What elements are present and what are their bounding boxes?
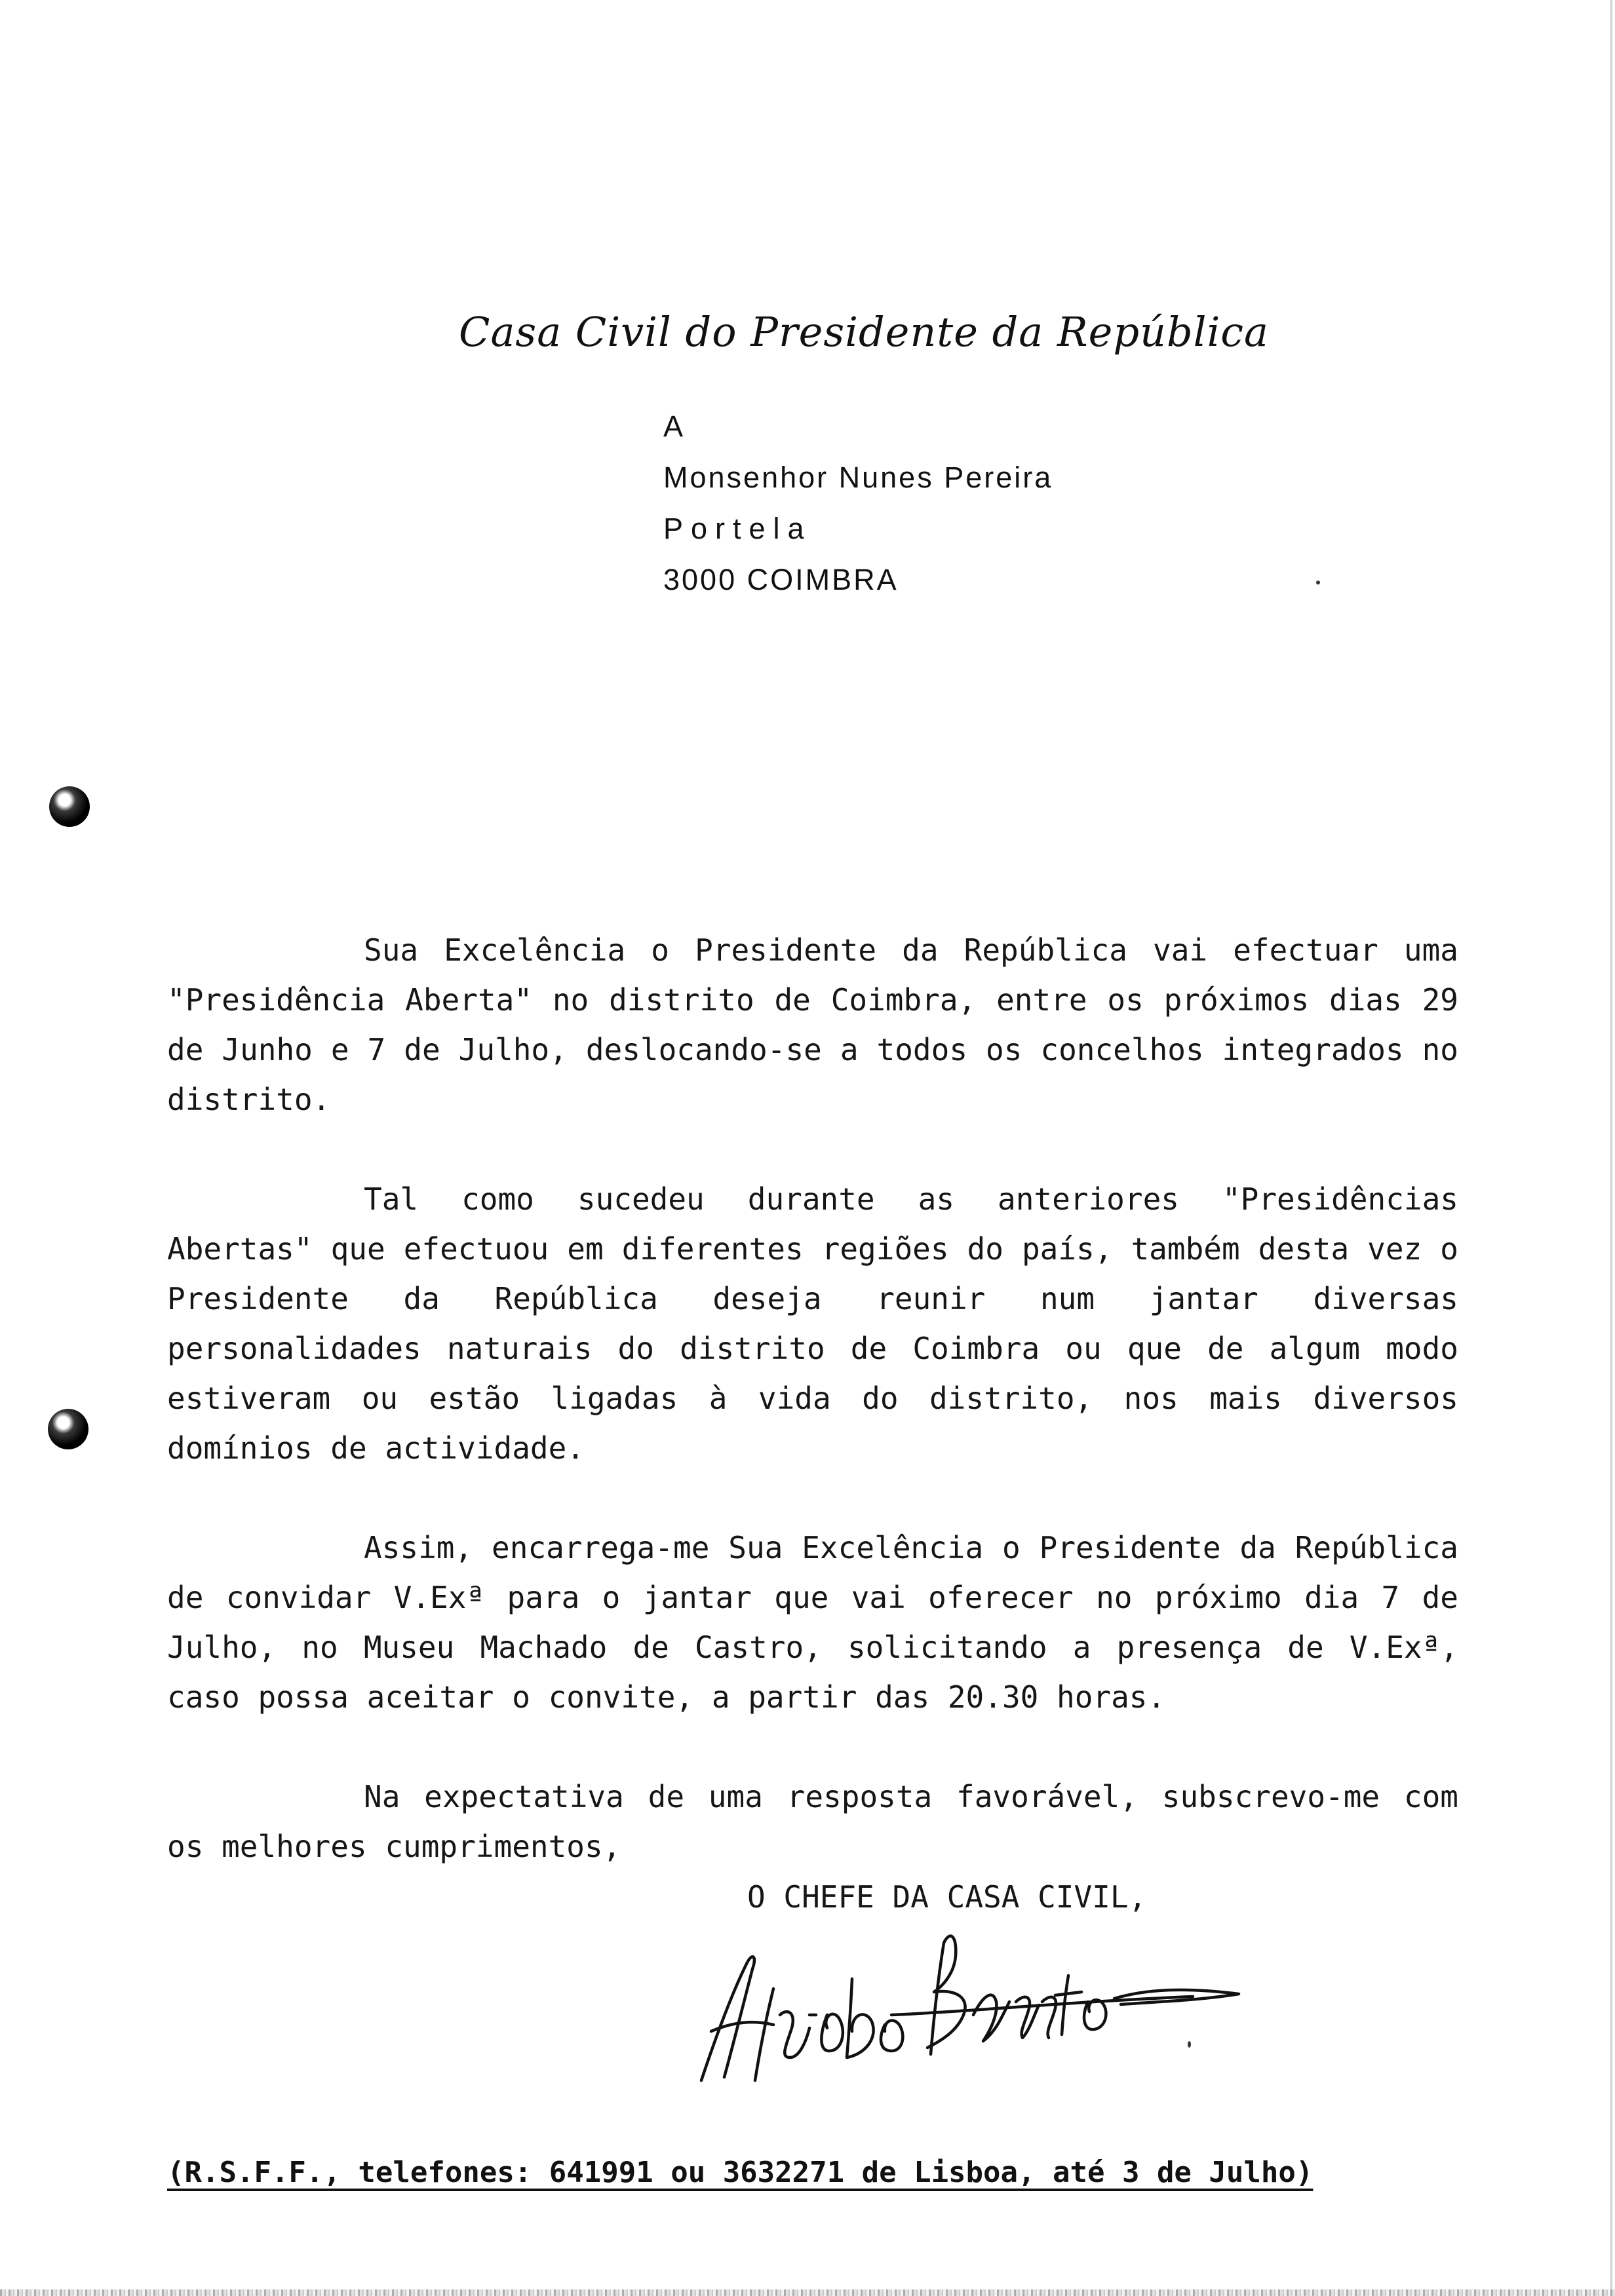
recipient-street: Portela	[663, 512, 812, 545]
punch-hole-top	[49, 786, 90, 827]
body-paragraph: Na expectativa de uma resposta favorável, subscrevo-me com os melhores cumprimentos,	[167, 1779, 1458, 1864]
body-paragraph: Assim, encarrega-me Sua Excelência o Presidente da República de convidar V.Exª para o jantar que vai oferecer no próximo dia 7 de Julho, no Museu Machado de Castro, solicitando a presença de V.Exª, caso possa aceitar o convite, a partir das 20.30 horas.	[167, 1530, 1458, 1715]
body-paragraph: Tal como sucedeu durante as anteriores "Presidências Abertas" que efectuou em diferentes regiões do país, também desta vez o Presidente da República deseja reunir num jantar diversas personalidades naturais do distrito de Coimbra ou que de algum modo estiveram ou estão ligadas à vida do distrito, nos mais diversos domínios de actividade.	[167, 1181, 1458, 1466]
recipient-address	[663, 401, 1053, 605]
closing-title: O CHEFE DA CASA CIVIL,	[747, 1879, 1147, 1915]
recipient-city: 3000 COIMBRA	[663, 563, 899, 596]
page-bottom-edge	[0, 2289, 1615, 2296]
punch-hole-bottom	[48, 1409, 88, 1449]
recipient-name: Monsenhor Nunes Pereira	[663, 461, 1053, 494]
letter-body	[167, 925, 1458, 1921]
recipient-prefix: A	[663, 410, 686, 443]
handwritten-signature	[675, 1917, 1252, 2100]
body-paragraph: Sua Excelência o Presidente da República vai efectuar uma "Presidência Aberta" no distrito de Coimbra, entre os próximos dias 29 de Junho e 7 de Julho, deslocando-se a todos os concelhos integrados no distrito.	[167, 932, 1458, 1117]
letterhead: Casa Civil do Presidente da República	[459, 308, 1269, 356]
scan-speck	[1316, 581, 1320, 584]
page-right-edge	[1610, 0, 1612, 2296]
footer-note: (R.S.F.F., telefones: 641991 ou 3632271 de Lisboa, até 3 de Julho)	[167, 2156, 1313, 2189]
